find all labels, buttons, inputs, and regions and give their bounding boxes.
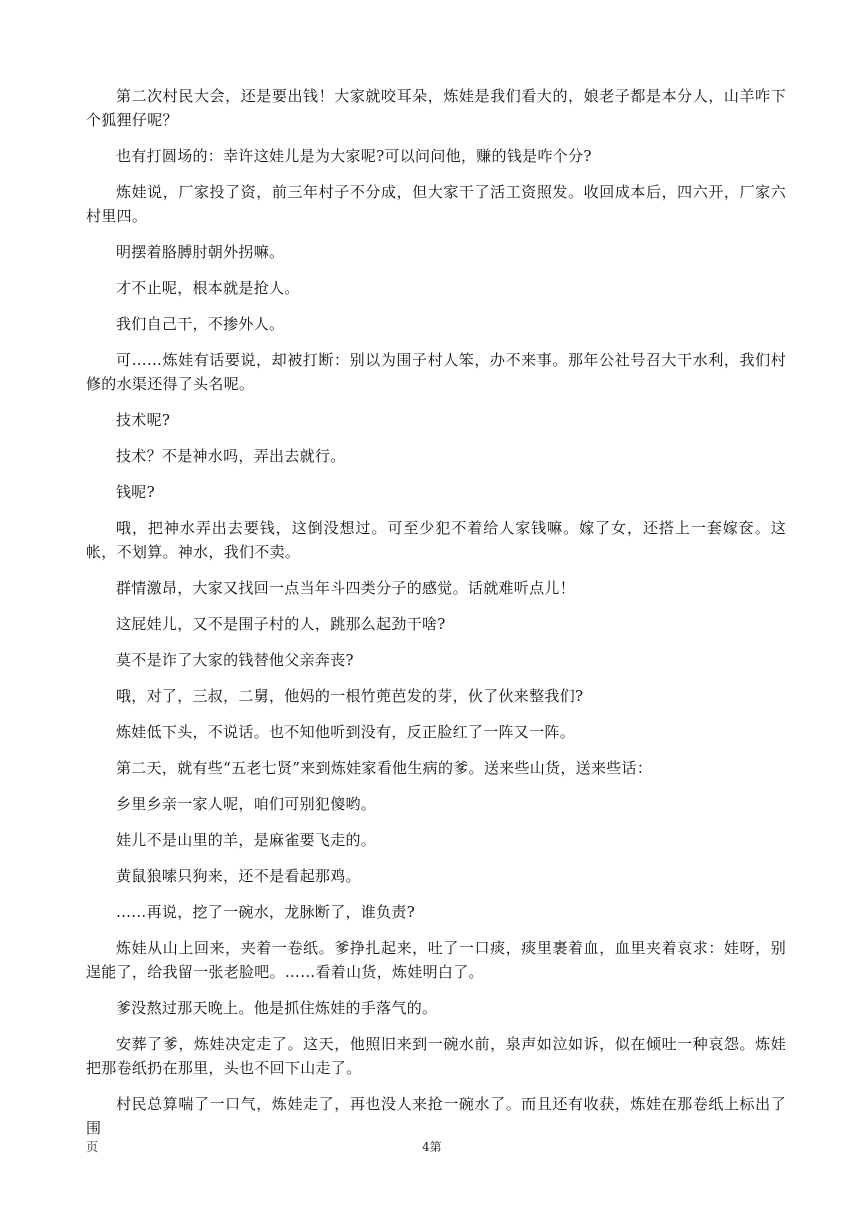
paragraph: 技术？不是神水吗，弄出去就行。 bbox=[116, 447, 346, 465]
paragraph: 钱呢? bbox=[116, 483, 155, 501]
body-text bbox=[86, 84, 786, 1152]
paragraph: 黄鼠狼嗦只狗来，还不是看起那鸡。 bbox=[116, 867, 361, 885]
footer-page-number: 4第 bbox=[422, 1140, 442, 1154]
paragraph: 也有打圆场的：幸许这娃儿是为大家呢?可以问问他，赚的钱是咋个分? bbox=[116, 147, 592, 165]
paragraph: 第二次村民大会，还是要出钱！大家就咬耳朵，炼娃是我们看大的，娘老子都是本分人，山羊咋下个狐狸仔呢？ bbox=[86, 87, 786, 129]
paragraph: 乡里乡亲一家人呢，咱们可别犯傻哟。 bbox=[116, 795, 377, 813]
paragraph: 炼娃说，厂家投了资，前三年村子不分成，但大家干了活工资照发。收回成本后，四六开，厂家六村里四。 bbox=[86, 183, 786, 225]
paragraph: 群情激昂，大家又找回一点当年斗四类分子的感觉。话就难听点儿！ bbox=[116, 579, 576, 597]
paragraph: 哦，把神水弄出去要钱，这倒没想过。可至少犯不着给人家钱嘛。嫁了女，还搭上一套嫁奁。这帐，不划算。神水，我们不卖。 bbox=[86, 519, 786, 561]
footer-page-label: 页 bbox=[86, 1140, 99, 1154]
paragraph: 爹没熬过那天晚上。他是抓住炼娃的手落气的。 bbox=[116, 999, 438, 1017]
paragraph: 才不止呢，根本就是抢人。 bbox=[116, 279, 300, 297]
paragraph: 安葬了爹，炼娃决定走了。这天，他照旧来到一碗水前，泉声如泣如诉，似在倾吐一种哀怨。炼娃把那卷纸扔在那里，头也不回下山走了。 bbox=[86, 1035, 786, 1077]
paragraph: 娃儿不是山里的羊，是麻雀要飞走的。 bbox=[116, 831, 377, 849]
paragraph: 我们自己干，不掺外人。 bbox=[116, 315, 285, 333]
paragraph: ……再说，挖了一碗水，龙脉断了，谁负责? bbox=[116, 903, 416, 921]
paragraph: 第二天，就有些“五老七贤”来到炼娃家看他生病的爹。送来些山货，送来些话： bbox=[116, 759, 653, 777]
paragraph: 可……炼娃有话要说，却被打断：别以为围子村人笨，办不来事。那年公社号召大干水利，我们村修的水渠还得了头名呢。 bbox=[86, 351, 786, 393]
paragraph: 技术呢? bbox=[116, 411, 171, 429]
paragraph: 莫不是诈了大家的钱替他父亲奔丧? bbox=[116, 651, 354, 669]
paragraph: 炼娃从山上回来，夹着一卷纸。爹挣扎起来，吐了一口痰，痰里裹着血，血里夹着哀求：娃呀，别逞能了，给我留一张老脸吧。……看着山货，炼娃明白了。 bbox=[86, 939, 786, 981]
paragraph: 村民总算喘了一口气，炼娃走了，再也没人来抢一碗水了。而且还有收获，炼娃在那卷纸上标出了围 bbox=[86, 1095, 786, 1137]
paragraph: 这屁娃儿，又不是围子村的人，跳那么起劲干啥? bbox=[116, 615, 446, 633]
paragraph: 炼娃低下头，不说话。也不知他听到没有，反正脸红了一阵又一阵。 bbox=[116, 723, 576, 741]
paragraph: 哦，对了，三叔，二舅，他妈的一根竹蔸芭发的芽，伙了伙来整我们? bbox=[116, 687, 584, 705]
paragraph: 明摆着胳膊肘朝外拐嘛。 bbox=[116, 243, 285, 261]
